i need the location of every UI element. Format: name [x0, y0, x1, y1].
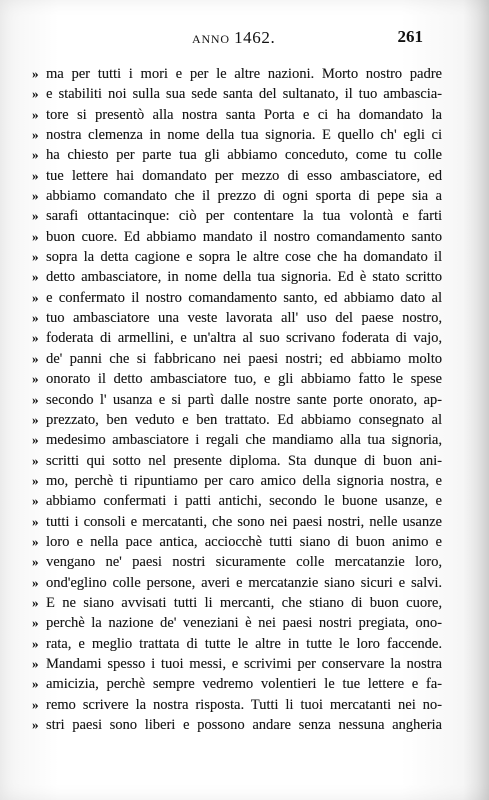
line-text: ma per tutti i mori e per le altre nazioni. Morto nostro padre: [46, 66, 442, 82]
line-text: E ne siano avvisati tutti li mercanti, che stiano di buon cuore,: [46, 594, 442, 611]
page-number: 261: [397, 27, 423, 46]
quote-mark: »: [32, 127, 39, 143]
running-head-year: 1462.: [234, 28, 276, 47]
text-line: [32, 166, 442, 186]
text-line: [32, 654, 442, 674]
line-text: amicizia, perchè sempre vedremo volentieri le tue lettere e fa-: [46, 676, 442, 693]
line-text: ha chiesto per parte tua gli abbiamo conceduto, come tu colle: [46, 147, 442, 164]
text-line: [32, 308, 442, 328]
quote-mark: »: [32, 188, 39, 204]
text-line: [32, 84, 442, 104]
quote-mark: »: [32, 269, 39, 285]
quote-mark: »: [32, 86, 39, 102]
text-line: [32, 491, 442, 511]
text-line: [32, 695, 442, 715]
text-line: [32, 267, 442, 287]
quote-mark: »: [32, 717, 39, 732]
page-edge-shadow: [463, 0, 489, 800]
line-text: scritti qui sotto nel presente diploma. Sta dunque di buon ani-: [46, 452, 442, 469]
text-line: [32, 430, 442, 450]
quote-mark: »: [32, 106, 39, 122]
line-text: vengano ne' paesi nostri sicuramente colle mercatanzie loro,: [46, 554, 442, 571]
line-text: rata, e meglio trattata di tutte le altre in tutte le loro faccende.: [46, 635, 442, 652]
line-text: medesimo ambasciatore i regali che mandiamo alla tua signoria,: [46, 432, 442, 449]
quote-mark: »: [32, 411, 39, 427]
quote-mark: »: [32, 676, 39, 692]
line-text: e confermato il nostro comandamento santo, ed abbiamo dato al: [46, 289, 442, 306]
quote-mark: »: [32, 432, 39, 448]
text-line: [32, 593, 442, 613]
line-text: sarafi ottantacinque: ciò per contentare la tua volontà e farti: [46, 208, 442, 225]
line-text: Mandami spesso i tuoi messi, e scrivimi per conservare la nostra: [46, 655, 442, 672]
line-text: prezzato, ben veduto e ben trattato. Ed abbiamo consegnato al: [46, 411, 442, 428]
text-line: [32, 105, 442, 125]
text-line: [32, 390, 442, 410]
text-line: [32, 674, 442, 694]
line-text: mo, perchè ti ripuntiamo per caro amico della signoria nostra, e: [46, 472, 442, 489]
text-line: [32, 451, 442, 471]
line-text: remo scrivere la nostra risposta. Tutti li tuoi mercatanti nei no-: [46, 696, 442, 713]
line-text: tue lettere hai domandato per mezzo di esso ambasciatore, ed: [46, 167, 442, 184]
line-text: secondo l' usanza e si partì dalle nostre sante porte onorato, ap-: [46, 391, 442, 408]
running-head: [192, 28, 275, 48]
quote-mark: »: [32, 66, 39, 81]
quote-mark: »: [32, 513, 39, 529]
quote-mark: »: [32, 167, 39, 183]
quote-mark: »: [32, 696, 39, 712]
text-line: [32, 573, 442, 593]
text-line: [32, 206, 442, 226]
quote-mark: »: [32, 249, 39, 265]
line-text: tore si presentò alla nostra santa Porta e ci ha domandato la: [46, 106, 442, 123]
quote-mark: »: [32, 493, 39, 509]
text-line: [32, 715, 442, 735]
line-text: sopra la detta cagione e sopra le altre cose che ha domandato il: [46, 249, 442, 266]
text-line: [32, 247, 442, 267]
line-text: perchè la nazione de' veneziani è nei paesi nostri pregiata, ono-: [46, 615, 442, 632]
line-text: tutti i consoli e mercatanti, che sono nei paesi nostri, nelle usanze: [46, 513, 442, 530]
page-header: [0, 26, 489, 50]
line-text: de' panni che si fabbricano nei paesi nostri; ed abbiamo molto: [46, 350, 442, 367]
quote-mark: »: [32, 310, 39, 326]
text-line: [32, 532, 442, 552]
text-line: [32, 349, 442, 369]
line-text: foderata di armellini, e un'altra al suo scrivano foderata di vajo,: [46, 330, 442, 347]
quote-mark: »: [32, 350, 39, 366]
quote-mark: »: [32, 472, 39, 488]
text-line: [32, 328, 442, 348]
text-line: [32, 227, 442, 247]
text-line: [32, 634, 442, 654]
line-text: onorato il detto ambasciatore tuo, e gli abbiamo fatto le spese: [46, 371, 442, 388]
quote-mark: »: [32, 371, 39, 387]
line-text: tuo ambasciatore una veste lavorata all' uso del paese nostro,: [46, 310, 442, 327]
line-text: detto ambasciatore, in nome della tua signoria. Ed è stato scritto: [46, 269, 442, 286]
text-line: [32, 369, 442, 389]
quote-mark: »: [32, 533, 39, 549]
text-line: [32, 145, 442, 165]
text-line: [32, 512, 442, 532]
body-text: [32, 64, 442, 735]
quote-mark: »: [32, 615, 39, 631]
text-line: [32, 552, 442, 572]
text-line: [32, 186, 442, 206]
running-head-label: ANNO: [192, 32, 230, 46]
line-text: abbiamo comandato che il prezzo di ogni sporta di pepe sia a: [46, 188, 442, 205]
quote-mark: »: [32, 574, 39, 590]
quote-mark: »: [32, 655, 39, 671]
line-text: e stabiliti noi sulla sua sede santa del sultanato, il tuo ambascia-: [46, 86, 442, 103]
line-text: stri paesi sono liberi e possono andare senza nessuna angheria: [46, 717, 442, 733]
quote-mark: »: [32, 635, 39, 651]
quote-mark: »: [32, 554, 39, 570]
text-line: [32, 64, 442, 84]
text-line: [32, 410, 442, 430]
line-text: ond'eglino colle persone, averi e mercatanzie siano sicuri e salvi.: [46, 574, 442, 591]
text-line: [32, 288, 442, 308]
quote-mark: »: [32, 452, 39, 468]
line-text: nostra clemenza in nome della tua signoria. E quello ch' egli ci: [46, 127, 442, 144]
quote-mark: »: [32, 147, 39, 163]
quote-mark: »: [32, 391, 39, 407]
quote-mark: »: [32, 289, 39, 305]
text-line: [32, 125, 442, 145]
line-text: buon cuore. Ed abbiamo mandato il nostro comandamento santo: [46, 228, 442, 245]
line-text: loro e nella pace antica, acciocchè tutti siano di buon animo e: [46, 533, 442, 550]
line-text: abbiamo confermati i patti antichi, secondo le buone usanze, e: [46, 493, 442, 510]
text-line: [32, 613, 442, 633]
quote-mark: »: [32, 594, 39, 610]
quote-mark: »: [32, 208, 39, 224]
quote-mark: »: [32, 330, 39, 346]
quote-mark: »: [32, 228, 39, 244]
text-line: [32, 471, 442, 491]
